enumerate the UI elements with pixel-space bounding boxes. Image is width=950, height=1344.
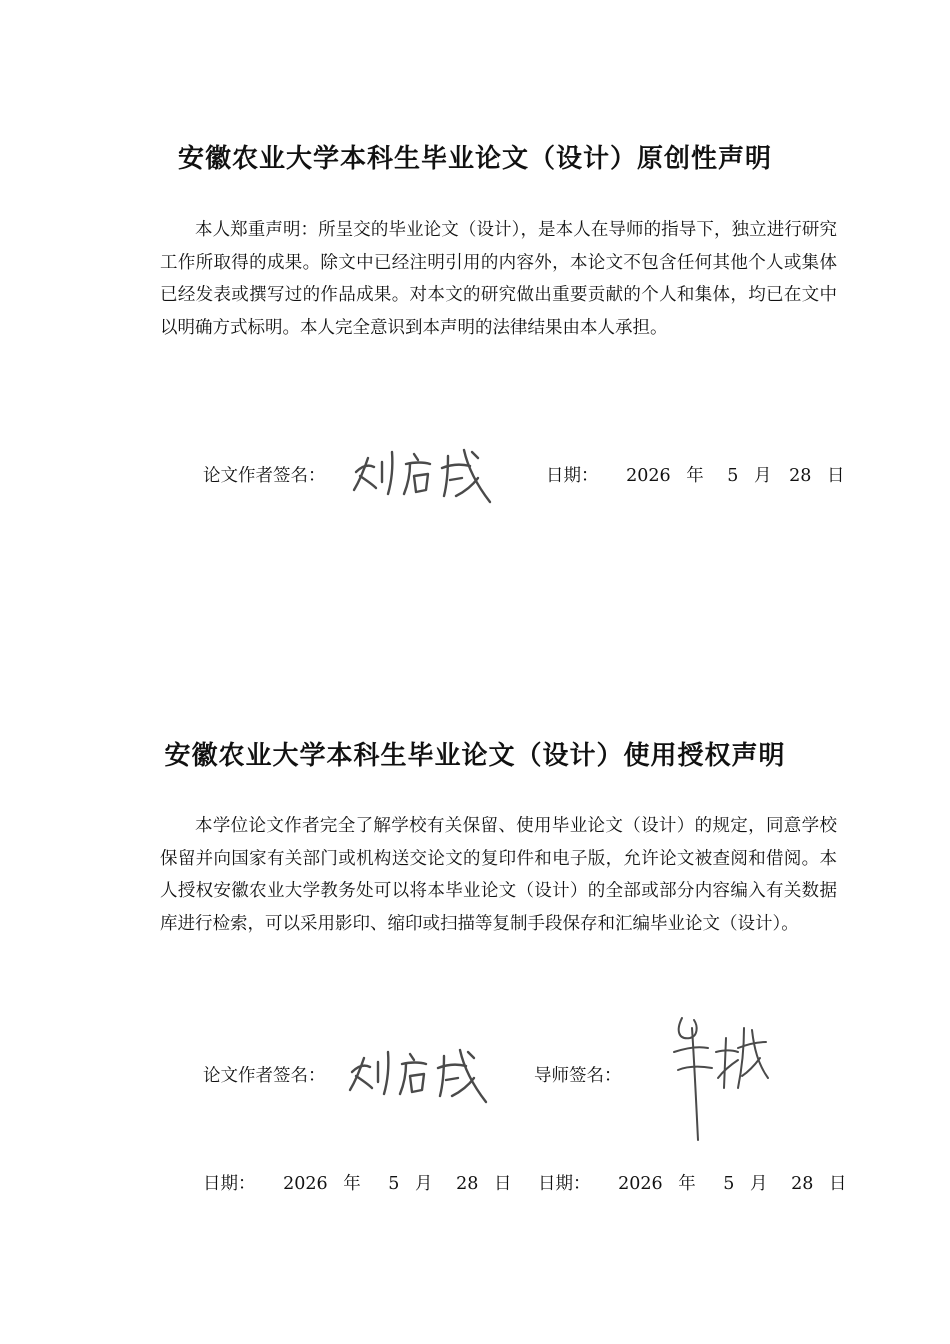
author-signature-image <box>352 440 492 506</box>
author-signature-label: 论文作者签名： <box>203 466 326 486</box>
date-month-unit: 月 <box>754 466 772 486</box>
usage-authorization-body: 本学位论文作者完全了解学校有关保留、使用毕业论文（设计）的规定，同意学校保留并向国家有关部门或机构送交论文的复印件和电子版，允许论文被查阅和借阅。本人授权安徽农业大学教务处可以将本毕业论文（设计）的全部或部分内容编入有关数据库进行检索，可以采用影印、缩印或扫描等复制手段保存和汇编毕业论文（设计）。 <box>160 816 837 934</box>
handwritten-signature-supervisor <box>668 1008 772 1144</box>
handwritten-signature-liu-qicheng <box>348 1040 488 1106</box>
date-year-unit: 年 <box>686 466 704 486</box>
usage-authorization-title: 安徽农业大学本科生毕业论文（设计）使用授权声明 <box>164 741 786 771</box>
handwritten-signature-liu-qicheng <box>352 440 492 506</box>
author-date-line <box>203 1172 511 1196</box>
author-signature-label: 论文作者签名： <box>203 1066 326 1086</box>
date-line-1 <box>546 464 844 488</box>
date-month: 5 <box>723 1174 735 1194</box>
date-month-unit: 月 <box>750 1174 768 1194</box>
supervisor-date-line <box>538 1172 846 1196</box>
date-day-unit: 日 <box>493 1174 512 1194</box>
date-year: 2026 <box>626 466 671 486</box>
date-year-unit: 年 <box>678 1174 696 1194</box>
date-month: 5 <box>388 1174 400 1194</box>
date-day-unit: 日 <box>826 466 845 486</box>
date-day: 28 <box>789 466 812 486</box>
date-year: 2026 <box>618 1174 663 1194</box>
date-year: 2026 <box>283 1174 328 1194</box>
date-day: 28 <box>791 1174 814 1194</box>
date-year-unit: 年 <box>343 1174 361 1194</box>
date-label: 日期： <box>203 1174 256 1194</box>
date-day: 28 <box>456 1174 479 1194</box>
date-month: 5 <box>727 466 739 486</box>
date-month-unit: 月 <box>415 1174 433 1194</box>
originality-declaration-title: 安徽农业大学本科生毕业论文（设计）原创性声明 <box>177 144 772 174</box>
date-label: 日期： <box>538 1174 591 1194</box>
supervisor-signature-image <box>668 1008 772 1144</box>
date-label: 日期： <box>546 466 599 486</box>
originality-declaration-body: 本人郑重声明：所呈交的毕业论文（设计），是本人在导师的指导下，独立进行研究工作所取得的成果。除文中已经注明引用的内容外，本论文不包含任何其他个人或集体已经发表或撰写过的作品成果。对本文的研究做出重要贡献的个人和集体，均已在文中以明确方式标明。本人完全意识到本声明的法律结果由本人承担。 <box>160 220 837 338</box>
date-day-unit: 日 <box>828 1174 847 1194</box>
author-signature-image <box>348 1040 488 1106</box>
supervisor-signature-label: 导师签名： <box>534 1066 622 1086</box>
